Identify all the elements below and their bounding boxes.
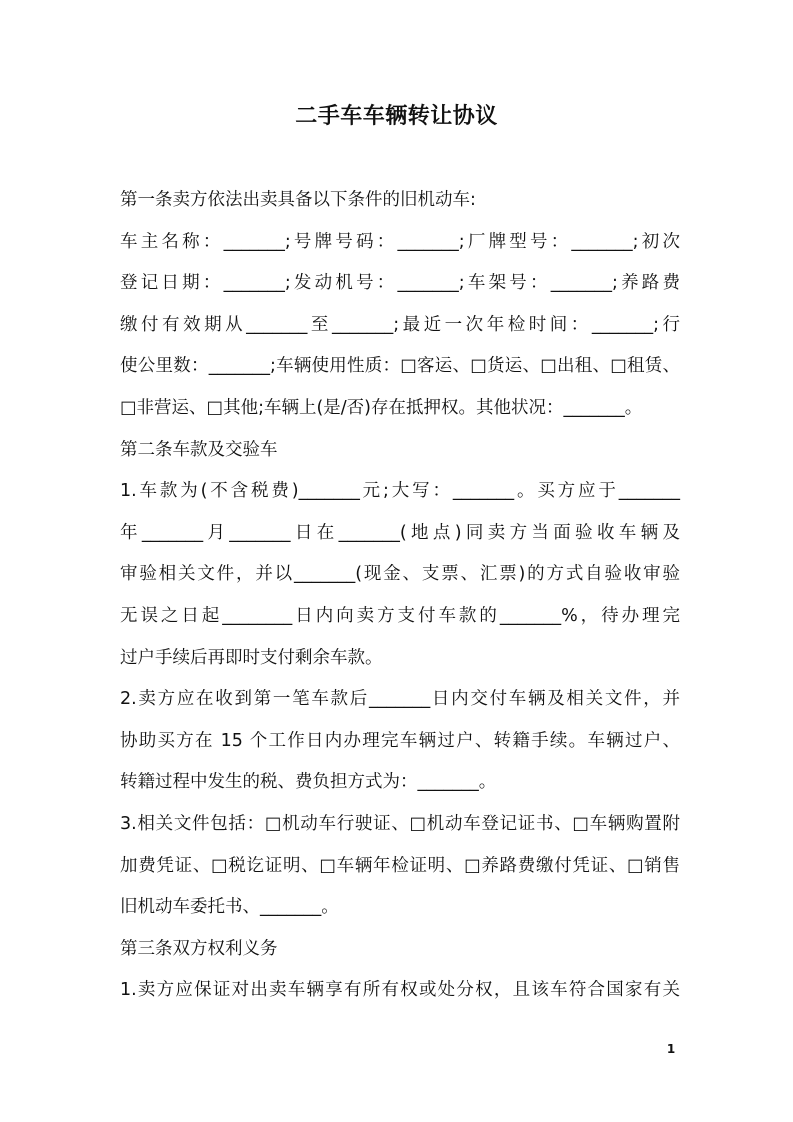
agreement-line: 加费凭证、□税讫证明、□车辆年检证明、□养路费缴付凭证、□销售 xyxy=(120,855,680,876)
agreement-line: 缴付有效期从_______至_______;最近一次年检时间：_______;行 xyxy=(120,314,680,335)
agreement-line: 第三条双方权利义务 xyxy=(120,938,278,959)
agreement-line: 第二条车款及交验车 xyxy=(120,439,278,460)
agreement-line: 1.卖方应保证对出卖车辆享有所有权或处分权，且该车符合国家有关 xyxy=(120,980,680,1001)
agreement-line: 旧机动车委托书、_______。 xyxy=(120,897,339,918)
agreement-line: 年_______月_______日在_______(地点)同卖方当面验收车辆及 xyxy=(120,522,680,543)
agreement-line: 审验相关文件，并以_______(现金、支票、汇票)的方式自验收审验 xyxy=(120,564,680,585)
agreement-line: 第一条卖方依法出卖具备以下条件的旧机动车: xyxy=(120,190,476,210)
page-number: 1 xyxy=(666,1042,676,1056)
agreement-line: 3.相关文件包括：□机动车行驶证、□机动车登记证书、□车辆购置附 xyxy=(120,813,680,834)
agreement-line: □非营运、□其他;车辆上(是/否)存在抵押权。其他状况：_______。 xyxy=(120,397,643,418)
agreement-line: 登记日期：_______;发动机号：_______;车架号：_______;养路费 xyxy=(120,273,680,294)
agreement-line: 无误之日起________日内向卖方支付车款的_______%，待办理完 xyxy=(120,605,680,626)
agreement-line: 2.卖方应在收到第一笔车款后_______日内交付车辆及相关文件，并 xyxy=(120,689,680,710)
agreement-line: 转籍过程中发生的税、费负担方式为：_______。 xyxy=(120,772,497,793)
agreement-line: 过户手续后再即时支付剩余车款。 xyxy=(120,647,383,668)
agreement-line: 协助买方在 15 个工作日内办理完车辆过户、转籍手续。车辆过户、 xyxy=(120,730,680,751)
agreement-line: 1.车款为(不含税费)_______元;大写：_______。买方应于_______ xyxy=(120,481,680,502)
agreement-body xyxy=(120,180,680,1012)
agreement-line: 使公里数：_______;车辆使用性质：□客运、□货运、□出租、□租赁、 xyxy=(120,356,680,377)
document-title: 二手车车辆转让协议 xyxy=(295,104,498,129)
agreement-line: 车主名称：_______;号牌号码：_______;厂牌型号：_______;初次 xyxy=(120,231,680,252)
